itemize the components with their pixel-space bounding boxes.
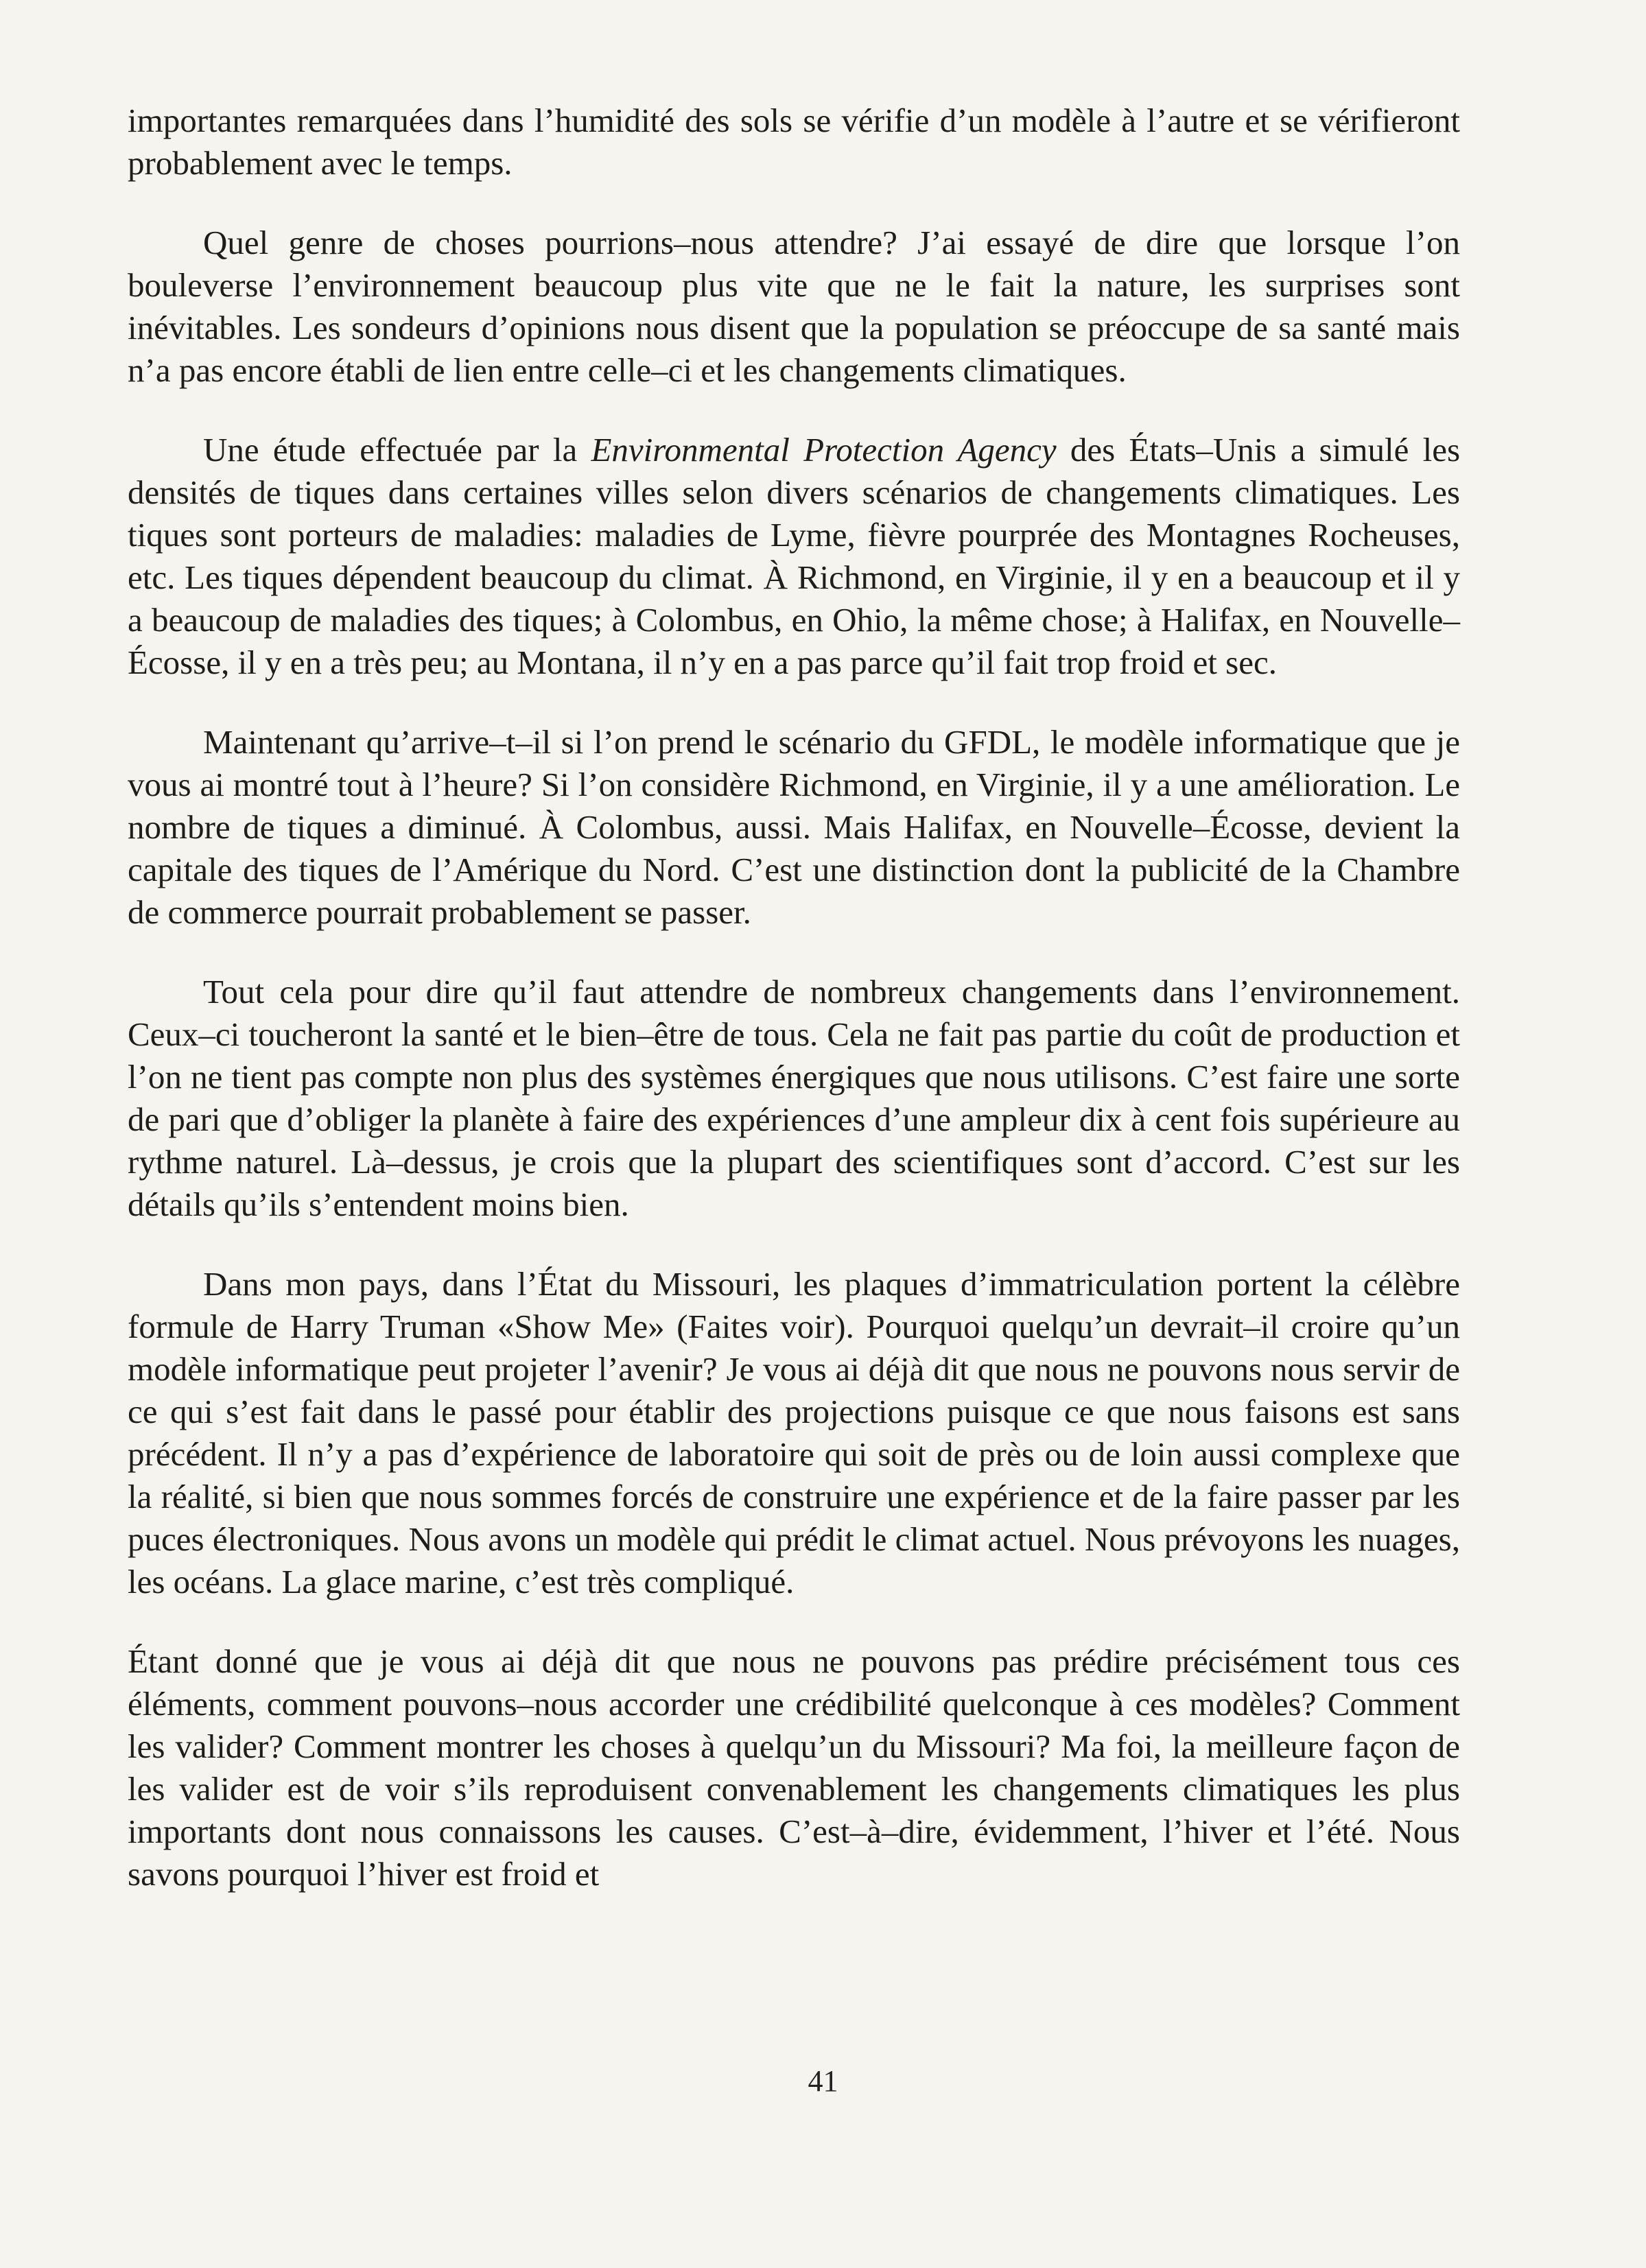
paragraph-1: importantes remarquées dans l’humidité des sols se vérifie d’un modèle à l’autre et se vérifieront probablement avec le temps. <box>128 102 1460 182</box>
paragraph-6: Dans mon pays, dans l’État du Missouri, les plaques d’immatriculation portent la célèbre formule de Harry Truman «Show Me» (Faites voir). Pourquoi quelqu’un devrait–il croire qu’un modèle informatique peut projeter l’avenir? Je vous ai déjà dit que nous ne pouvons nous servir de ce qui s’est fait dans le passé pour établir des projections puisque ce que nous faisons est sans précédent. Il n’y a pas d’expérience de laboratoire qui soit de près ou de loin aussi complexe que la réalité, si bien que nous sommes forcés de construire une expérience et de la faire passer par les puces électroniques. Nous avons un modèle qui prédit le climat actuel. Nous prévoyons les nuages, les océans. La glace marine, c’est très compliqué. <box>128 1265 1460 1600</box>
paragraph-2: Quel genre de choses pourrions–nous attendre? J’ai essayé de dire que lorsque l’on bouleverse l’environnement beaucoup plus vite que ne le fait la nature, les surprises sont inévitables. Les sondeurs d’opinions nous disent que la population se préoccupe de sa santé mais n’a pas encore établi de lien entre celle–ci et les changements climatiques. <box>128 224 1460 389</box>
paragraph-4: Maintenant qu’arrive–t–il si l’on prend le scénario du GFDL, le modèle informatique que je vous ai montré tout à l’heure? Si l’on considère Richmond, en Virginie, il y a une amélioration. Le nombre de tiques a diminué. À Colombus, aussi. Mais Halifax, en Nouvelle–Écosse, devient la capitale des tiques de l’Amérique du Nord. C’est une distinction dont la publicité de la Chambre de commerce pourrait probablement se passer. <box>128 723 1460 931</box>
paragraph-3-start: Une étude effectuée par la <box>203 431 591 469</box>
page-number: 41 <box>808 2064 838 2098</box>
paragraph-7: Étant donné que je vous ai déjà dit que nous ne pouvons pas prédire précisément tous ces éléments, comment pouvons–nous accorder une crédibilité quelconque à ces modèles? Comment les valider? Comment montrer les choses à quelqu’un du Missouri? Ma foi, la meilleure façon de les valider est de voir s’ils reproduisent convenablement les changements climatiques les plus importants dont nous connaissons les causes. C’est–à–dire, évidemment, l’hiver et l’été. Nous savons pourquoi l’hiver est froid et <box>128 1642 1460 1893</box>
paragraph-3-rest: des États–Unis a simulé les densités de tiques dans certaines villes selon divers scénarios de changements climatiques. Les tiques sont porteurs de maladies: maladies de Lyme, fièvre pourprée des Montagnes Rocheuses, etc. Les tiques dépendent beaucoup du climat. À Richmond, en Virginie, il y en a beaucoup et il y a beaucoup de maladies des tiques; à Colombus, en Ohio, la même chose; à Halifax, en Nouvelle–Écosse, il y en a très peu; au Montana, il n’y en a pas parce qu’il fait trop froid et sec. <box>128 431 1461 681</box>
paragraph-5: Tout cela pour dire qu’il faut attendre de nombreux changements dans l’environnement. Ceux–ci toucheront la santé et le bien–être de tous. Cela ne fait pas partie du coût de production et l’on ne tient pas compte non plus des systèmes énergiques que nous utilisons. C’est faire une sorte de pari que d’obliger la planète à faire des expériences d’une ampleur dix à cent fois supérieure au rythme naturel. Là–dessus, je crois que la plupart des scientifiques sont d’accord. C’est sur les détails qu’ils s’entendent moins bien. <box>128 973 1460 1223</box>
agency-name-italic: Environmental Protection Agency <box>591 431 1057 469</box>
body-text <box>128 99 1460 1895</box>
paragraph-3 <box>128 429 1460 684</box>
